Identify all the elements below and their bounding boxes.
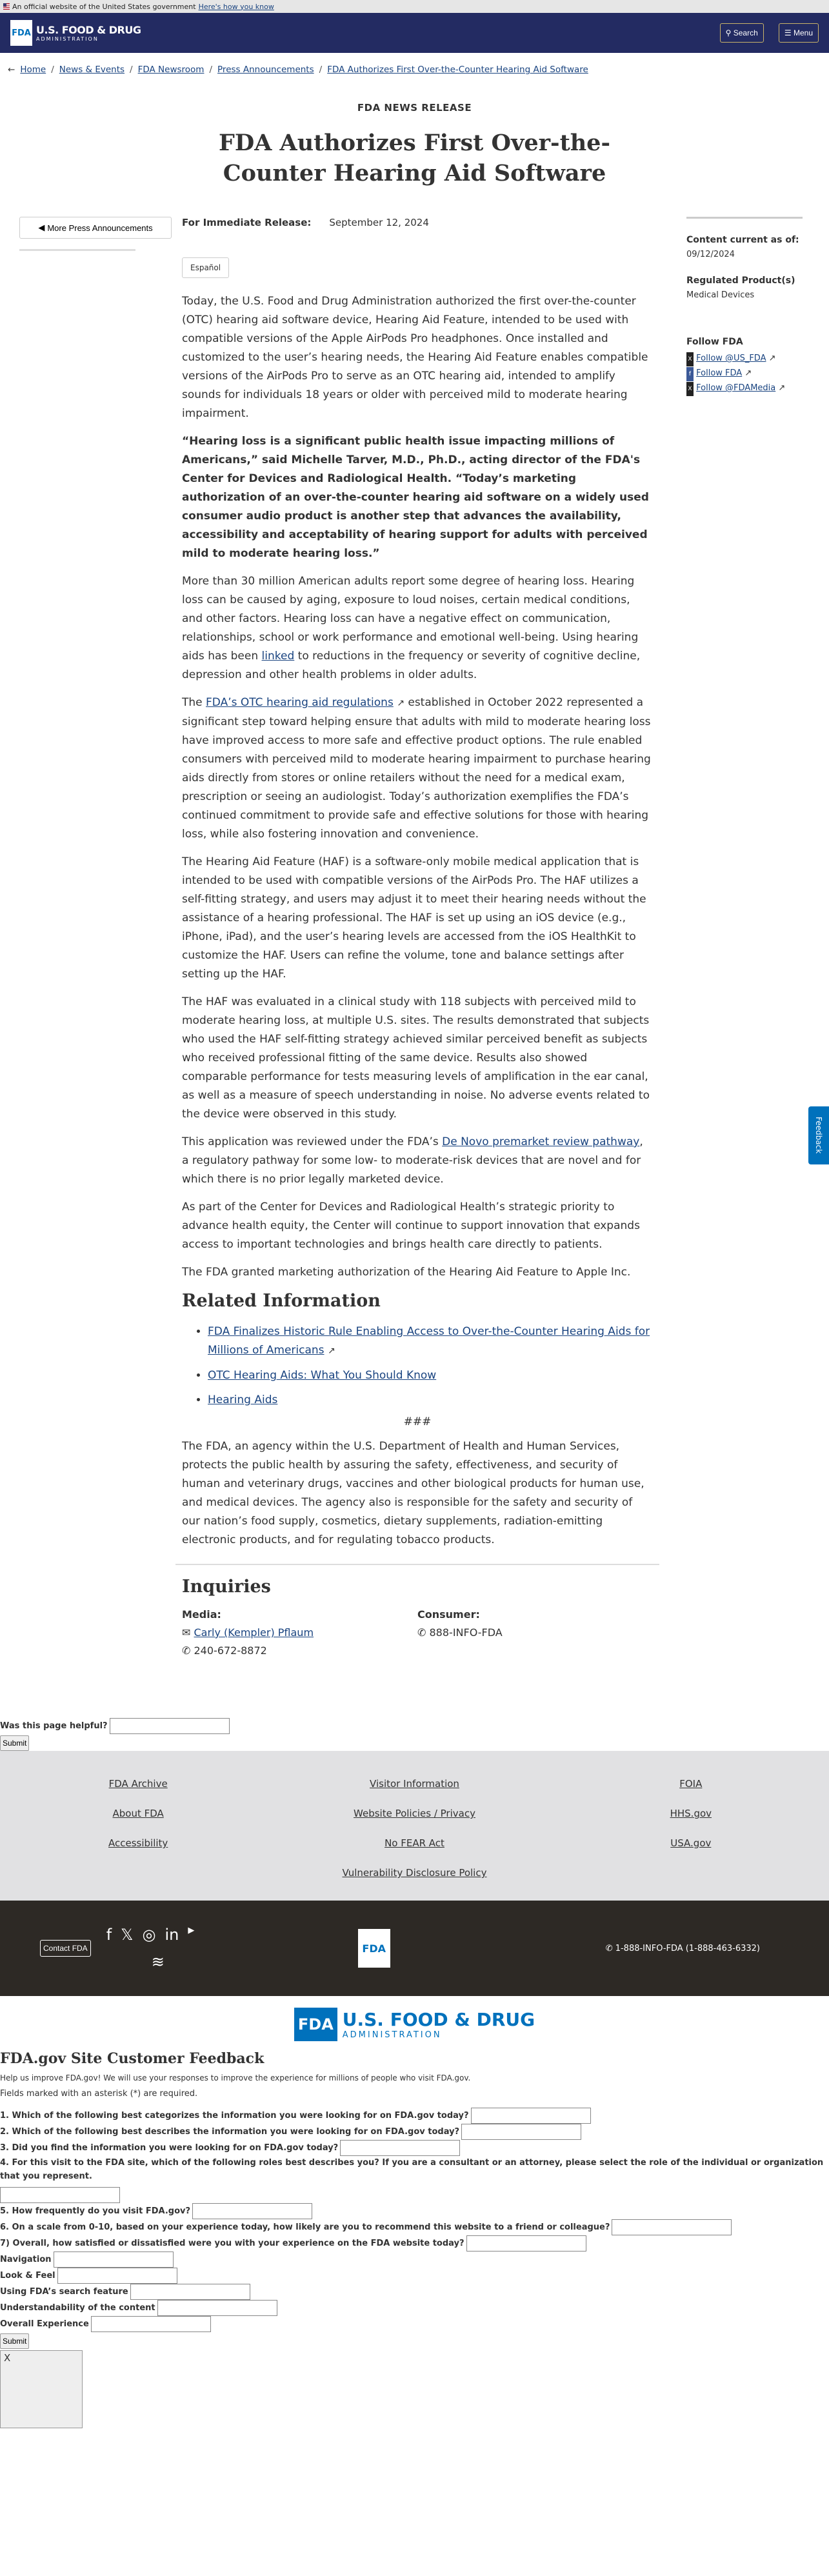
footer-fda-logo: FDA	[358, 1929, 390, 1968]
regulated-products-value: Medical Devices	[686, 290, 755, 300]
survey-question	[0, 2140, 829, 2156]
rss-icon[interactable]: ≋	[151, 1953, 165, 1971]
text: More than 30 million American adults report some degree of hearing loss. Hearing loss can be caused by aging, exposure to loud noises, certain medical conditions, and other factors. Hearing loss can have a negative effect on communication, relationships, school or work performance and emotional well-being. Using hearing aids has been	[182, 575, 639, 663]
footer-link[interactable]: HHS.gov	[670, 1808, 712, 1819]
question-label: 4. For this visit to the FDA site, which of the following roles best describes you? If you are a consultant or an attorney, please select the role of the individual or organization that you represent.	[0, 2158, 824, 2181]
question-input[interactable]	[466, 2235, 586, 2252]
paragraph: As part of the Center for Devices and Radiological Health’s strategic priority to advance health equity, the Center will continue to support innovation that expands access to important technologies and brings health care directly to patients.	[182, 1201, 640, 1251]
question-input[interactable]	[54, 2252, 174, 2268]
fda-logo-mark: FDA	[10, 20, 32, 46]
footer-link[interactable]: FOIA	[679, 1778, 703, 1790]
footer-link[interactable]: Accessibility	[108, 1837, 168, 1849]
question-label: Overall Experience	[0, 2319, 89, 2329]
survey-required-note: Fields marked with an asterisk (*) are required.	[0, 2089, 198, 2099]
question-input[interactable]	[0, 2187, 120, 2203]
phone-icon: ✆	[182, 1644, 194, 1657]
content-date: 09/12/2024	[686, 250, 735, 259]
inquiries-heading: Inquiries	[182, 1577, 271, 1597]
external-link-icon: ↗	[768, 354, 776, 363]
feedback-tab[interactable]: Feedback	[808, 1106, 829, 1164]
external-link-icon: ↗	[397, 698, 405, 708]
question-input[interactable]	[91, 2316, 211, 2332]
helpful-label: Was this page helpful?	[0, 1721, 108, 1731]
related-link[interactable]: Hearing Aids	[208, 1393, 278, 1406]
logo-line1: U.S. FOOD & DRUG	[342, 2009, 535, 2030]
question-label: Navigation	[0, 2255, 52, 2264]
follow-facebook-link[interactable]: Follow FDA	[696, 368, 743, 378]
search-button[interactable]	[720, 23, 764, 43]
question-input[interactable]	[471, 2108, 591, 2124]
survey-intro: Help us improve FDA.gov! We will use your responses to improve the experience for millions of people who visit FDA.gov.	[0, 2073, 471, 2082]
survey-question	[0, 2203, 829, 2219]
question-input[interactable]	[192, 2203, 312, 2219]
survey-question	[0, 2316, 829, 2332]
media-phone: 240-672-8872	[194, 1644, 267, 1657]
paragraph	[182, 694, 653, 844]
paragraph	[182, 572, 653, 684]
question-input[interactable]	[340, 2140, 460, 2156]
more-press-announcements-button[interactable]	[19, 217, 172, 239]
logo-mark: FDA	[294, 2008, 337, 2041]
menu-button[interactable]	[779, 23, 819, 43]
otc-regulations-link[interactable]: FDA’s OTC hearing aid regulations	[206, 696, 394, 709]
end-marker: ###	[403, 1415, 432, 1428]
external-link-icon: ↗	[327, 1346, 335, 1356]
hamburger-icon: ☰	[784, 28, 794, 37]
footer-phone: 1-888-INFO-FDA (1-888-463-6332)	[615, 1943, 760, 1953]
text: The	[182, 696, 206, 709]
x-icon: X	[686, 382, 694, 396]
back-arrow-icon: ←	[8, 65, 15, 75]
question-input[interactable]	[157, 2300, 277, 2316]
related-heading: Related Information	[182, 1291, 381, 1311]
divider	[686, 217, 803, 219]
footer-link[interactable]: No FEAR Act	[385, 1837, 444, 1849]
logo-line2: ADMINISTRATION	[36, 36, 99, 42]
related-link[interactable]: OTC Hearing Aids: What You Should Know	[208, 1369, 437, 1382]
follow-fdamedia-link[interactable]: Follow @FDAMedia	[696, 383, 776, 393]
breadcrumb: ← Home / News & Events / FDA Newsroom / Press Announcements / FDA Authorizes First Over-the-Counter Hearing Aid Software	[8, 65, 588, 75]
inquiries	[182, 1577, 653, 1660]
footer-dark	[0, 1901, 829, 1996]
divider	[19, 249, 135, 251]
de-novo-link[interactable]: De Novo premarket review pathway	[442, 1135, 640, 1148]
related-list	[208, 1323, 653, 1410]
survey-question	[0, 2124, 829, 2140]
gov-banner	[0, 0, 829, 13]
list-item	[208, 1366, 653, 1385]
survey-question	[0, 2252, 829, 2268]
question-input[interactable]	[461, 2124, 581, 2140]
contact-fda-button[interactable]: Contact FDA	[40, 1940, 91, 1957]
facebook-icon[interactable]: f	[106, 1926, 112, 1944]
question-label: 7) Overall, how satisfied or dissatisfied were you with your experience on the FDA website today?	[0, 2239, 464, 2248]
footer-link[interactable]: Visitor Information	[370, 1778, 459, 1790]
linked-link[interactable]: linked	[261, 650, 295, 663]
consumer-label: Consumer:	[417, 1608, 480, 1621]
page-title: FDA Authorizes First Over-the-Counter Hearing Aid Software	[219, 130, 610, 186]
question-label: 1. Which of the following best categorizes the information you were looking for on FDA.gov today?	[0, 2111, 469, 2121]
heres-how-you-know-link[interactable]: Here's how you know	[198, 2, 274, 11]
question-label: Using FDA’s search feature	[0, 2287, 128, 2297]
more-label: More Press Announcements	[47, 223, 153, 233]
survey-question	[0, 2108, 829, 2124]
follow-x-link[interactable]: Follow @US_FDA	[696, 354, 766, 363]
follow-fda-label: Follow FDA	[686, 337, 743, 347]
helpful-submit-button[interactable]: Submit	[0, 1735, 29, 1751]
paragraph: The Hearing Aid Feature (HAF) is a software-only mobile medical application that is intended to be used with compatible versions of the AirPods Pro. The HAF utilizes a self-fitting strategy, and users may adjust it to meet their hearing needs without the assistance of a hearing professional. The HAF is set up using an iOS device (e.g., iPhone, iPad), and the user’s hearing levels are accessed from the iOS HealthKit to customize the HAF. Users can refine the volume, tone and balance settings after setting up the HAF.	[182, 855, 646, 981]
footer-links	[0, 1751, 829, 1901]
question-label: 6. On a scale from 0-10, based on your experience today, how likely are you to recommend this website to a friend or colleague?	[0, 2222, 610, 2232]
survey-heading: FDA.gov Site Customer Feedback	[0, 2050, 265, 2067]
consumer-phone: 888-INFO-FDA	[429, 1626, 503, 1639]
search-icon: ⚲	[725, 28, 734, 37]
breadcrumb-press-announcements[interactable]: Press Announcements	[217, 65, 314, 75]
paragraph: The HAF was evaluated in a clinical study with 118 subjects with perceived mild to moderate hearing loss, at multiple U.S. sites. The results demonstrated that subjects who used the HAF self-fitting strategy achieved similar perceived benefit as subjects who received professional fitting of the same device. Results also showed comparable performance for tests measuring levels of amplification in the ear canal, as well as a measure of speech understanding in noise. No adverse events related to the device were observed in this study.	[182, 995, 650, 1121]
phone-icon: ✆	[417, 1626, 430, 1639]
x-icon: X	[686, 352, 694, 366]
article-body	[182, 217, 653, 1660]
envelope-icon: ✉	[182, 1626, 194, 1639]
question-label: Understandability of the content	[0, 2303, 155, 2313]
external-link-icon: ↗	[744, 368, 752, 378]
survey-question	[0, 2268, 829, 2284]
question-input[interactable]	[130, 2284, 250, 2300]
content-current-label: Content current as of:	[686, 235, 799, 245]
release-label: For Immediate Release:	[182, 217, 312, 228]
text: , a regulatory pathway for some low- to moderate-risk devices that are novel and for which there is no prior legally marketed device.	[182, 1135, 643, 1186]
question-input[interactable]	[612, 2219, 732, 2235]
question-label: 2. Which of the following best describes the information you were looking for on FDA.gov today?	[0, 2127, 460, 2137]
boilerplate: The FDA, an agency within the U.S. Department of Health and Human Services, protects the public health by assuring the safety, effectiveness, and security of human and veterinary drugs, vaccines and other biological products for human use, and medical devices. The agency also is responsible for the safety and security of our nation’s food supply, cosmetics, dietary supplements, radiation-emitting electronic products, and for regulating tobacco products.	[182, 1440, 644, 1546]
page-helpful-form	[0, 1718, 829, 1734]
question-input[interactable]	[57, 2268, 177, 2284]
breadcrumb-newsroom[interactable]: FDA Newsroom	[137, 65, 205, 75]
instagram-icon[interactable]: ◎	[142, 1926, 156, 1944]
text: to reductions in the frequency or severity of cognitive decline, depression and other health problems in older adults.	[182, 650, 641, 681]
media-contact-link[interactable]: Carly (Kempler) Pflaum	[194, 1626, 314, 1639]
chevron-left-circle-icon: ◀	[38, 223, 45, 232]
question-label: 3. Did you find the information you were looking for on FDA.gov today?	[0, 2143, 339, 2153]
release-date: September 12, 2024	[329, 217, 429, 228]
facebook-icon: f	[686, 367, 694, 381]
external-link-icon: ↗	[778, 383, 786, 393]
survey-submit-button[interactable]: Submit	[0, 2333, 29, 2349]
helpful-input[interactable]	[110, 1718, 230, 1734]
youtube-icon[interactable]: ▶	[188, 1926, 195, 1935]
news-release-kicker: FDA NEWS RELEASE	[357, 102, 472, 114]
paragraph: Today, the U.S. Food and Drug Administration authorized the first over-the-counter (OTC) hearing aid software device, Hearing Aid Feature, intended to be used with compatible versions of the Apple AirPods Pro headphones. Once installed and customized to the user’s hearing needs, the Hearing Aid Feature enables compatible versions of the AirPods Pro to serve as an OTC hearing aid, intended to amplify sounds for individuals 18 years or older with perceived mild to moderate hearing impairment.	[182, 295, 648, 420]
logo-line2: ADMINISTRATION	[342, 2030, 442, 2040]
text: established in October 2022 represented a significant step toward helping ensure that adults with mild to moderate hearing loss have improved access to more safe and effective product options. The rule enabled consumers with perceived mild to moderate hearing impairment to purchase hearing aids directly from stores or online retailers without the need for a medical exam, prescription or seeing an audiologist. Today’s authorization exemplifies the FDA’s continued commitment to provide safe and effective solutions for those with hearing loss, while also fostering innovation and convenience.	[182, 696, 651, 841]
question-label: Look & Feel	[0, 2271, 55, 2281]
survey-question	[0, 2284, 829, 2300]
fda-logo[interactable]	[10, 20, 141, 46]
quote-paragraph: “Hearing loss is a significant public health issue impacting millions of Americans,” said Michelle Tarver, M.D., Ph.D., acting director of the FDA's Center for Devices and Radiological Health. “Today’s marketing authorization of an over-the-counter hearing aid software on a widely used consumer audio product is another step that advances the availability, accessibility and acceptability of hearing support for adults with perceived mild to moderate hearing loss.”	[182, 435, 649, 560]
sidebar	[686, 217, 803, 1660]
phone-icon: ✆	[605, 1943, 615, 1953]
related-link[interactable]: FDA Finalizes Historic Rule Enabling Access to Over-the-Counter Hearing Aids for Millions of Americans	[208, 1325, 650, 1357]
footer-link[interactable]: USA.gov	[670, 1837, 712, 1849]
footer-link[interactable]: Website Policies / Privacy	[354, 1808, 475, 1819]
espanol-button[interactable]: Español	[182, 257, 229, 278]
menu-label: Menu	[793, 28, 813, 37]
logo-line1: U.S. FOOD & DRUG	[36, 24, 141, 36]
footer-link[interactable]: FDA Archive	[108, 1778, 168, 1790]
survey-question	[0, 2156, 829, 2203]
survey-question	[0, 2300, 829, 2316]
survey-question	[0, 2219, 829, 2235]
footer-link[interactable]: About FDA	[112, 1808, 164, 1819]
close-icon[interactable]: X	[4, 2352, 11, 2364]
breadcrumb-home[interactable]: Home	[20, 65, 46, 75]
list-item	[208, 1323, 653, 1361]
footer-link[interactable]: Vulnerability Disclosure Policy	[342, 1867, 487, 1879]
question-label: 5. How frequently do you visit FDA.gov?	[0, 2206, 191, 2216]
text: This application was reviewed under the FDA’s	[182, 1135, 443, 1148]
media-label: Media:	[182, 1608, 221, 1621]
breadcrumb-current[interactable]: FDA Authorizes First Over-the-Counter Hearing Aid Software	[327, 65, 588, 75]
x-icon[interactable]: 𝕏	[121, 1926, 134, 1944]
search-label: Search	[733, 28, 758, 37]
paragraph: The FDA granted marketing authorization of the Hearing Aid Feature to Apple Inc.	[182, 1266, 631, 1279]
site-header	[0, 13, 829, 53]
survey-fda-logo	[0, 2008, 829, 2041]
us-flag-icon	[3, 3, 10, 10]
paragraph	[182, 1133, 653, 1189]
survey-close-panel	[0, 2350, 83, 2428]
regulated-products-label: Regulated Product(s)	[686, 275, 795, 286]
linkedin-icon[interactable]: in	[165, 1926, 179, 1944]
customer-feedback-survey	[0, 2050, 829, 2428]
breadcrumb-news-events[interactable]: News & Events	[59, 65, 125, 75]
gov-banner-text: An official website of the United States government	[12, 2, 196, 11]
divider	[175, 1564, 659, 1565]
survey-question	[0, 2235, 829, 2252]
list-item	[208, 1391, 653, 1410]
